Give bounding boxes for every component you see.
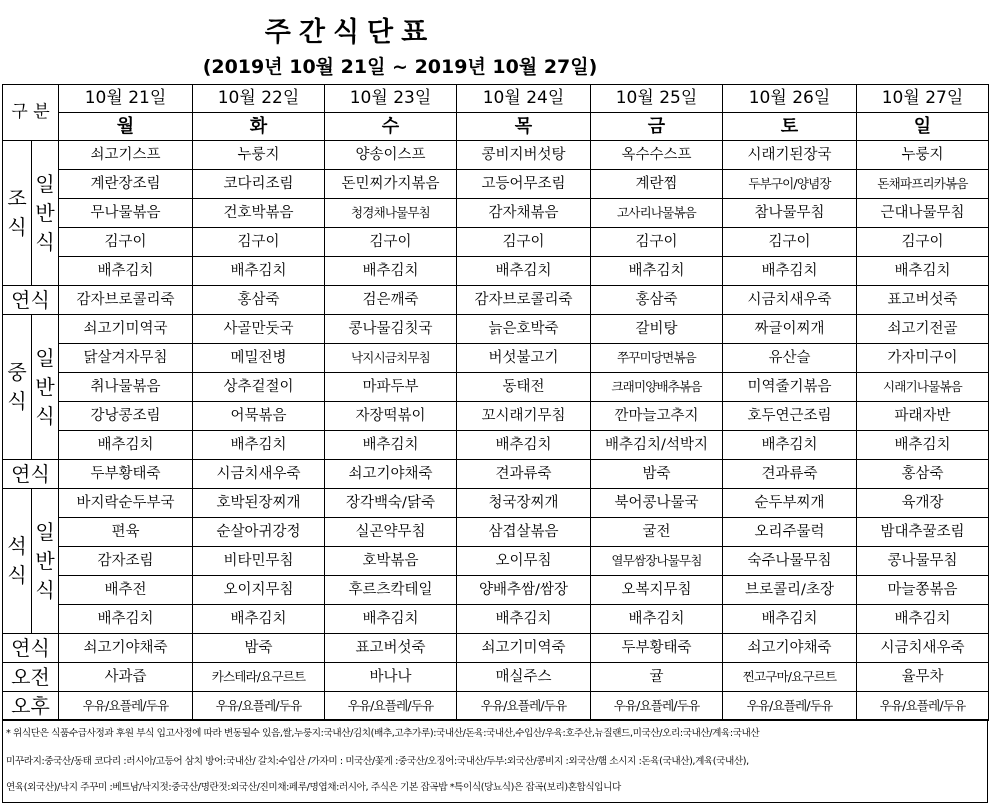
menu-cell: 김구이 bbox=[857, 228, 989, 257]
breakfast-label: 조식 bbox=[3, 141, 32, 286]
menu-cell: 표고버섯죽 bbox=[857, 286, 989, 315]
menu-cell: 견과류죽 bbox=[457, 460, 591, 489]
menu-cell: 파래자반 bbox=[857, 402, 989, 431]
menu-cell: 돈채파프리카볶음 bbox=[857, 170, 989, 199]
menu-cell: 순두부찌개 bbox=[723, 489, 857, 518]
menu-cell: 배추김치 bbox=[193, 605, 325, 634]
menu-cell: 배추김치 bbox=[857, 605, 989, 634]
menu-cell: 청경채나물무침 bbox=[325, 199, 457, 228]
menu-cell: 홍삼죽 bbox=[193, 286, 325, 315]
menu-cell: 홍삼죽 bbox=[591, 286, 723, 315]
menu-cell: 배추김치 bbox=[857, 431, 989, 460]
menu-cell: 바지락순두부국 bbox=[59, 489, 193, 518]
menu-cell: 어묵볶음 bbox=[193, 402, 325, 431]
menu-cell: 고사리나물볶음 bbox=[591, 199, 723, 228]
menu-cell: 오이무침 bbox=[457, 547, 591, 576]
menu-cell: 굴전 bbox=[591, 518, 723, 547]
menu-cell: 김구이 bbox=[723, 228, 857, 257]
soft-diet-label: 연식 bbox=[3, 286, 59, 315]
table-row bbox=[3, 576, 989, 605]
menu-cell: 깐마늘고추지 bbox=[591, 402, 723, 431]
menu-cell: 오복지무침 bbox=[591, 576, 723, 605]
menu-cell: 취나물볶음 bbox=[59, 373, 193, 402]
am-snack-row bbox=[3, 663, 989, 692]
menu-cell: 비타민무침 bbox=[193, 547, 325, 576]
menu-cell: 쭈꾸미당면볶음 bbox=[591, 344, 723, 373]
menu-cell: 쇠고기미역국 bbox=[59, 315, 193, 344]
menu-cell: 감자채볶음 bbox=[457, 199, 591, 228]
menu-cell: 꼬시래기무침 bbox=[457, 402, 591, 431]
menu-cell: 배추김치 bbox=[723, 605, 857, 634]
menu-cell: 배추김치 bbox=[325, 605, 457, 634]
menu-cell: 쇠고기야채죽 bbox=[325, 460, 457, 489]
date-header: 10월 27일 bbox=[857, 85, 989, 113]
menu-cell: 배추김치 bbox=[723, 257, 857, 286]
menu-cell: 양배추쌈/쌈장 bbox=[457, 576, 591, 605]
menu-cell: 마파두부 bbox=[325, 373, 457, 402]
menu-cell: 누룽지 bbox=[193, 141, 325, 170]
menu-cell: 사과즙 bbox=[59, 663, 193, 692]
menu-cell: 우유/요플레/두유 bbox=[193, 692, 325, 721]
menu-cell: 가자미구이 bbox=[857, 344, 989, 373]
footnote-line: 연육(외국산)/낙지 주꾸미 :베트남/낙지젓:중국산/명란젓:외국산/진미채:페루/명엽채:러시아, 주식은 기본 잡곡밥 *특이식(당뇨식)은 잡곡(보리)혼합식입니다 bbox=[6, 782, 621, 793]
menu-cell: 쇠고기야채죽 bbox=[59, 634, 193, 663]
menu-cell: 자장떡볶이 bbox=[325, 402, 457, 431]
menu-cell: 배추김치 bbox=[325, 431, 457, 460]
menu-cell: 검은깨죽 bbox=[325, 286, 457, 315]
menu-cell: 참나물무침 bbox=[723, 199, 857, 228]
menu-cell: 콩비지버섯탕 bbox=[457, 141, 591, 170]
menu-cell: 배추김치 bbox=[857, 257, 989, 286]
menu-cell: 우유/요플레/두유 bbox=[325, 692, 457, 721]
menu-cell: 북어콩나물국 bbox=[591, 489, 723, 518]
menu-cell: 밤대추꿀조림 bbox=[857, 518, 989, 547]
menu-cell: 배추김치 bbox=[325, 257, 457, 286]
menu-cell: 브로콜리/초장 bbox=[723, 576, 857, 605]
date-header: 10월 21일 bbox=[59, 85, 193, 113]
menu-cell: 닭살겨자무침 bbox=[59, 344, 193, 373]
menu-cell: 짜글이찌개 bbox=[723, 315, 857, 344]
general-diet-label: 일반식 bbox=[32, 489, 59, 634]
menu-cell: 두부황태죽 bbox=[59, 460, 193, 489]
menu-period: (2019년 10월 21일 ~ 2019년 10월 27일) bbox=[202, 56, 598, 78]
menu-cell: 강낭콩조림 bbox=[59, 402, 193, 431]
menu-cell: 오이지무침 bbox=[193, 576, 325, 605]
menu-cell: 배추김치 bbox=[591, 605, 723, 634]
menu-cell: 우유/요플레/두유 bbox=[591, 692, 723, 721]
table-row bbox=[3, 431, 989, 460]
dinner-label: 석식 bbox=[3, 489, 32, 634]
menu-cell: 감자브로콜리죽 bbox=[457, 286, 591, 315]
menu-cell: 누룽지 bbox=[857, 141, 989, 170]
menu-cell: 옥수수스프 bbox=[591, 141, 723, 170]
menu-cell: 시금치새우죽 bbox=[723, 286, 857, 315]
lunch-label: 중식 bbox=[3, 315, 32, 460]
menu-cell: 김구이 bbox=[591, 228, 723, 257]
weekday-header: 금 bbox=[591, 113, 723, 141]
menu-cell: 코다리조림 bbox=[193, 170, 325, 199]
menu-cell: 쇠고기전골 bbox=[857, 315, 989, 344]
table-row bbox=[3, 547, 989, 576]
menu-cell: 양송이스프 bbox=[325, 141, 457, 170]
menu-cell: 배추김치 bbox=[723, 431, 857, 460]
menu-cell: 밤죽 bbox=[193, 634, 325, 663]
date-header: 10월 26일 bbox=[723, 85, 857, 113]
soft-diet-row bbox=[3, 460, 989, 489]
table-row bbox=[3, 257, 989, 286]
menu-cell: 배추김치 bbox=[457, 257, 591, 286]
menu-cell: 시금치새우죽 bbox=[857, 634, 989, 663]
menu-cell: 배추김치 bbox=[59, 257, 193, 286]
table-row bbox=[3, 518, 989, 547]
general-diet-label: 일반식 bbox=[32, 141, 59, 286]
menu-cell: 건호박볶음 bbox=[193, 199, 325, 228]
menu-cell: 메밀전병 bbox=[193, 344, 325, 373]
menu-cell: 우유/요플레/두유 bbox=[723, 692, 857, 721]
footnote-line: 미꾸라지:중국산/동태 코다리 :러시아/고등어 삼치 방어:국내산/ 갈치:수입산 /가자미 : 미국산/꽃게 :중국산/오징어:국내산/두부:외국산/콩비지 :외국산/햄 소시지 :돈육(국내산),계육(국내산), bbox=[6, 756, 749, 767]
menu-cell: 호박된장찌개 bbox=[193, 489, 325, 518]
menu-cell: 김구이 bbox=[457, 228, 591, 257]
menu-cell: 삼겹살볶음 bbox=[457, 518, 591, 547]
table-row bbox=[3, 489, 989, 518]
footnotes bbox=[2, 719, 988, 803]
menu-cell: 호두연근조림 bbox=[723, 402, 857, 431]
weekday-row bbox=[3, 113, 989, 141]
weekday-header: 월 bbox=[59, 113, 193, 141]
menu-cell: 청국장찌개 bbox=[457, 489, 591, 518]
weekday-header: 화 bbox=[193, 113, 325, 141]
menu-cell: 동태전 bbox=[457, 373, 591, 402]
table-row bbox=[3, 605, 989, 634]
menu-cell: 배추김치 bbox=[193, 257, 325, 286]
am-snack-label: 오전 bbox=[3, 663, 59, 692]
menu-cell: 배추김치 bbox=[59, 605, 193, 634]
date-row bbox=[3, 85, 989, 113]
menu-cell: 육개장 bbox=[857, 489, 989, 518]
menu-cell: 상추겉절이 bbox=[193, 373, 325, 402]
menu-cell: 버섯불고기 bbox=[457, 344, 591, 373]
menu-cell: 배추김치 bbox=[457, 431, 591, 460]
menu-cell: 우유/요플레/두유 bbox=[457, 692, 591, 721]
weekday-header: 수 bbox=[325, 113, 457, 141]
menu-cell: 유산슬 bbox=[723, 344, 857, 373]
menu-cell: 시금치새우죽 bbox=[193, 460, 325, 489]
menu-cell: 돈민찌가지볶음 bbox=[325, 170, 457, 199]
table-row bbox=[3, 402, 989, 431]
menu-cell: 크래미양배추볶음 bbox=[591, 373, 723, 402]
date-header: 10월 22일 bbox=[193, 85, 325, 113]
date-header: 10월 23일 bbox=[325, 85, 457, 113]
pm-snack-row bbox=[3, 692, 989, 721]
soft-diet-row bbox=[3, 286, 989, 315]
menu-cell: 쇠고기스프 bbox=[59, 141, 193, 170]
table-row bbox=[3, 315, 989, 344]
menu-cell: 귤 bbox=[591, 663, 723, 692]
menu-cell: 감자조림 bbox=[59, 547, 193, 576]
menu-cell: 우유/요플레/두유 bbox=[857, 692, 989, 721]
date-header: 10월 24일 bbox=[457, 85, 591, 113]
weekday-header: 목 bbox=[457, 113, 591, 141]
menu-cell: 배추김치/석박지 bbox=[591, 431, 723, 460]
date-header: 10월 25일 bbox=[591, 85, 723, 113]
menu-cell: 계란찜 bbox=[591, 170, 723, 199]
menu-cell: 숙주나물무침 bbox=[723, 547, 857, 576]
menu-cell: 바나나 bbox=[325, 663, 457, 692]
table-row bbox=[3, 228, 989, 257]
menu-cell: 마늘쫑볶음 bbox=[857, 576, 989, 605]
menu-cell: 쇠고기미역죽 bbox=[457, 634, 591, 663]
menu-cell: 표고버섯죽 bbox=[325, 634, 457, 663]
menu-cell: 후르츠칵테일 bbox=[325, 576, 457, 605]
menu-cell: 배추김치 bbox=[59, 431, 193, 460]
table-row bbox=[3, 141, 989, 170]
menu-cell: 배추전 bbox=[59, 576, 193, 605]
menu-cell: 김구이 bbox=[59, 228, 193, 257]
page-title: 주간식단표 bbox=[264, 17, 436, 48]
menu-cell: 편육 bbox=[59, 518, 193, 547]
menu-cell: 배추김치 bbox=[457, 605, 591, 634]
pm-snack-label: 오후 bbox=[3, 692, 59, 721]
weekday-header: 일 bbox=[857, 113, 989, 141]
menu-cell: 호박볶음 bbox=[325, 547, 457, 576]
menu-cell: 율무차 bbox=[857, 663, 989, 692]
menu-cell: 순살아귀강정 bbox=[193, 518, 325, 547]
menu-cell: 계란장조림 bbox=[59, 170, 193, 199]
soft-diet-row bbox=[3, 634, 989, 663]
menu-cell: 장각백숙/닭죽 bbox=[325, 489, 457, 518]
menu-cell: 견과류죽 bbox=[723, 460, 857, 489]
table-row bbox=[3, 199, 989, 228]
menu-cell: 오리주물럭 bbox=[723, 518, 857, 547]
menu-cell: 배추김치 bbox=[193, 431, 325, 460]
menu-cell: 실곤약무침 bbox=[325, 518, 457, 547]
menu-cell: 늙은호박죽 bbox=[457, 315, 591, 344]
general-diet-label: 일반식 bbox=[32, 315, 59, 460]
menu-cell: 콩나물무침 bbox=[857, 547, 989, 576]
table-row bbox=[3, 373, 989, 402]
menu-cell: 카스테라/요구르트 bbox=[193, 663, 325, 692]
menu-cell: 찐고구마/요구르트 bbox=[723, 663, 857, 692]
menu-cell: 두부황태죽 bbox=[591, 634, 723, 663]
menu-cell: 매실주스 bbox=[457, 663, 591, 692]
soft-diet-label: 연식 bbox=[3, 634, 59, 663]
menu-cell: 갈비탕 bbox=[591, 315, 723, 344]
menu-cell: 김구이 bbox=[193, 228, 325, 257]
menu-cell: 열무쌈장나물무침 bbox=[591, 547, 723, 576]
weekday-header: 토 bbox=[723, 113, 857, 141]
menu-cell: 콩나물김칫국 bbox=[325, 315, 457, 344]
gubun-header: 구 분 bbox=[3, 85, 59, 141]
menu-cell: 미역줄기볶음 bbox=[723, 373, 857, 402]
menu-cell: 무나물볶음 bbox=[59, 199, 193, 228]
menu-cell: 감자브로콜리죽 bbox=[59, 286, 193, 315]
menu-cell: 근대나물무침 bbox=[857, 199, 989, 228]
menu-cell: 배추김치 bbox=[591, 257, 723, 286]
table-row bbox=[3, 170, 989, 199]
menu-cell: 시래기나물볶음 bbox=[857, 373, 989, 402]
menu-cell: 밤죽 bbox=[591, 460, 723, 489]
menu-cell: 우유/요플레/두유 bbox=[59, 692, 193, 721]
menu-cell: 시래기된장국 bbox=[723, 141, 857, 170]
weekly-menu-table bbox=[2, 84, 989, 721]
menu-cell: 고등어무조림 bbox=[457, 170, 591, 199]
menu-cell: 두부구이/양념장 bbox=[723, 170, 857, 199]
menu-cell: 쇠고기야채죽 bbox=[723, 634, 857, 663]
menu-cell: 김구이 bbox=[325, 228, 457, 257]
menu-cell: 홍삼죽 bbox=[857, 460, 989, 489]
menu-cell: 낙지시금치무침 bbox=[325, 344, 457, 373]
menu-cell: 사골만둣국 bbox=[193, 315, 325, 344]
footnote-line: * 위식단은 식품수급사정과 후원 부식 입고사정에 따라 변동될수 있음,쌀,누룽지:국내산/김치(배추,고추가루):국내산/돈육:국내산,수입산/우육:호주산,뉴질랜드,미국산/오리:국내산/계육:국내산 bbox=[6, 728, 760, 739]
soft-diet-label: 연식 bbox=[3, 460, 59, 489]
table-row bbox=[3, 344, 989, 373]
